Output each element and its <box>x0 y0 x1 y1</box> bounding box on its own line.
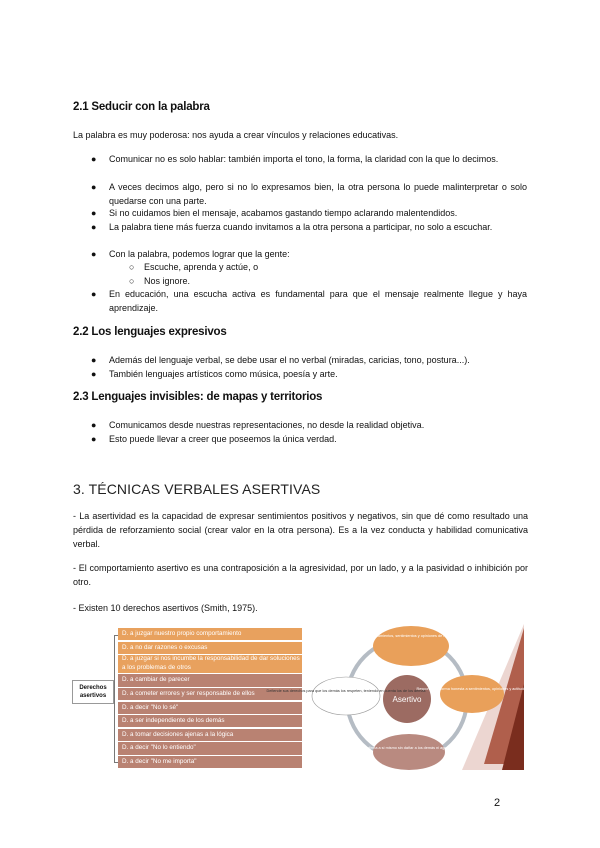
rights-row: D. a ser independiente de los demás <box>118 715 302 727</box>
assertive-cycle-diagram <box>266 624 528 770</box>
section-2-1-title: 2.1 Seducir con la palabra <box>73 101 210 113</box>
assertive-rights-figure <box>72 624 528 770</box>
section-3-paragraph: - La asertividad es la capacidad de expresar sentimientos positivos y negativos, sin que dé como resultado una pérdida de reforzamiento social (crear valor en la otra persona). Es a la vez conducta y habilidad comunicativa verbal. <box>73 511 528 549</box>
rights-row: D. a tomar decisiones ajenas a la lógica <box>118 729 302 741</box>
rights-row: D. a juzgar si nos incumbe la responsabilidad de dar soluciones a los problemas de otros <box>118 655 302 673</box>
section-3-paragraph: - El comportamiento asertivo es una contraposición a la agresividad, por un lado, y a la pasividad o inhibición por otro. <box>73 563 528 587</box>
rights-row: D. a juzgar nuestro propio comportamiento <box>118 628 302 640</box>
cycle-node-text: Responde de forma honesta a sentimientos, opiniones y actitudes <box>416 687 528 691</box>
section-3-paragraph: - Existen 10 derechos asertivos (Smith, 1975). <box>73 603 258 613</box>
rights-row: D. a decir "No lo entiendo" <box>118 742 302 754</box>
rights-row: D. a cometer errores y ser responsable de ellos <box>118 688 302 700</box>
cycle-node-text: Defiende sus derechos para que los demás los respeten, teniendo en cuenta los de los demás <box>266 689 426 693</box>
cycle-node <box>373 734 445 770</box>
document-page: 2.1 Seducir con la palabra La palabra es muy poderosa: nos ayuda a crear vínculos y relaciones educativas. ● Comunicar no es solo hablar: también importa el tono, la forma, la claridad con la que lo decimos. ● A veces decimos algo, pero si no lo expresamos bien, la otra persona lo puede malinterpretar o solo quedarse con una parte. ● Si no cuidamos bien el mensaje, acabamos gastando tiempo aclarando malentendidos. ● La palabra tiene más fuerza cuando invitamos a la otra persona a participar, no solo a escuchar. ● Con la palabra, podemos lograr que la gente: ○ Escuche, aprenda y actúe, o ○ Nos ignore. ● En educación, una escucha activa es fundamental para que el mensaje realmente llegue y haya aprendizaje. 2.2 Los lenguajes expresivos ● Además del lenguaje verbal, se debe usar el no verbal (miradas, caricias, tono, postura...). ● También lenguajes artísticos como música, poesía y arte. 2.3 Lenguajes invisibles: de mapas y territorios ● Comunicamos desde nuestras representaciones, no desde la realidad objetiva. ● Esto puede llevar a creer que poseemos la única verdad. 3. TÉCNICAS VERBALES ASERTIVAS - La asertividad es la capacidad de expresar sentimientos positivos y negativos, sin que dé como resultado una pérdida de reforzamiento social (crear valor en la otra persona). Es a la vez conducta y habilidad comunicativa verbal. - El comportamiento asertivo es una contraposición a la agresividad, por un lado, y a la pasividad o inhibición por otro. - Existen 10 derechos asertivos (Smith, 1975). Derechos asertivos D. a juzgar nuestro propio comportamiento D. a no dar razones o excusas D. a juzgar si nos incumbe la responsabilidad de dar soluciones a los problemas de otros D. a cambiar de parecer D. a cometer errores y ser responsable de ellos D. a decir "No lo sé" D. a ser independiente de los demás D. a tomar decisiones ajenas a la lógica D. a decir "No lo entiendo" D. a decir "No me importa" Asertivo Quién expresa sus pensamientos, sentimientos y opiniones de forma clara y respetuosa Responde de forma honesta a sentimientos, opiniones y actitudes Se afirma a sí mismo sin dañar a los demás ni agredirlos Defiende sus derechos para que los demás los respeten, teniendo en cuenta los de los demás 2 <box>73 101 528 809</box>
section-2-1-intro: La palabra es muy poderosa: nos ayuda a crear vínculos y relaciones educativas. <box>73 130 399 140</box>
rights-row: D. a decir "No lo sé" <box>118 702 302 714</box>
center-label: Asertivo <box>392 695 422 704</box>
cycle-node <box>440 675 504 713</box>
cycle-node <box>373 626 449 666</box>
rights-list <box>118 628 302 769</box>
section-2-2-title: 2.2 Los lenguajes expresivos <box>73 326 227 338</box>
cycle-node-text: Se afirma a sí mismo sin dañar a los demás ni agredirlos <box>361 746 457 750</box>
page-number: 2 <box>494 797 501 809</box>
rights-row: D. a no dar razones o excusas <box>118 642 302 654</box>
cycle-node <box>312 677 380 715</box>
section-3-title: 3. TÉCNICAS VERBALES ASERTIVAS <box>73 481 321 497</box>
rights-label: Derechos asertivos <box>72 680 114 704</box>
section-2-3-title: 2.3 Lenguajes invisibles: de mapas y territorios <box>73 391 323 403</box>
rights-row: D. a cambiar de parecer <box>118 674 302 686</box>
rights-row: D. a decir "No me importa" <box>118 756 302 768</box>
cycle-node-text: Quién expresa sus pensamientos, sentimientos y opiniones de forma clara y respetuosa <box>336 634 486 638</box>
